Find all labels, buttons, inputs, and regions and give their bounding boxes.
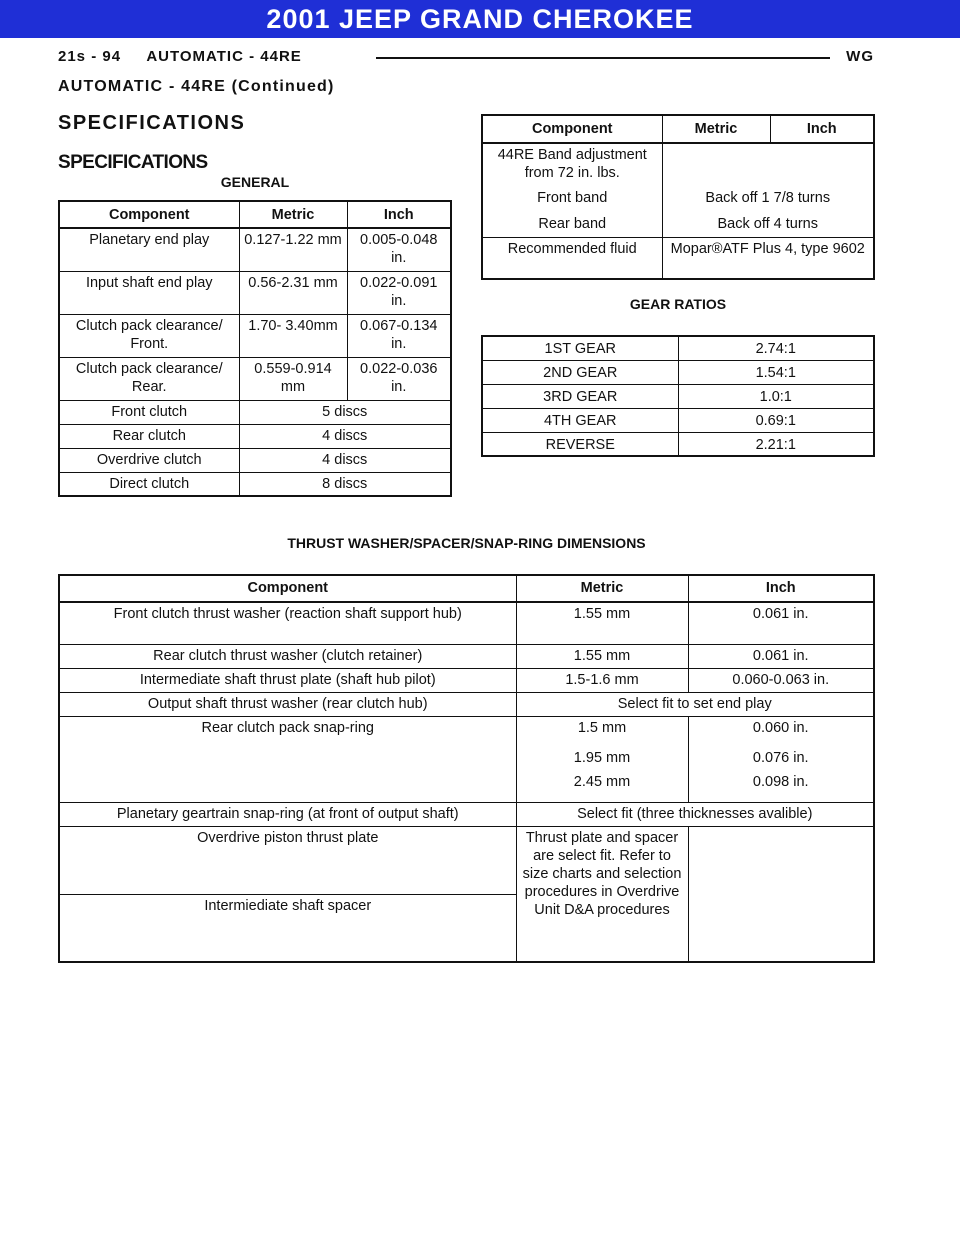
table-cell: Input shaft end play <box>59 271 239 314</box>
table-row <box>59 602 874 644</box>
table-cell: 0.060-0.063 in. <box>688 668 874 692</box>
thrust-caption: THRUST WASHER/SPACER/SNAP-RING DIMENSIONS <box>287 535 646 551</box>
table-cell: 44RE Band adjustment from 72 in. lbs. <box>482 143 662 187</box>
table-cell: Recommended fluid <box>482 237 662 279</box>
thrust-washer-table <box>58 574 875 963</box>
table-cell: 4 discs <box>239 424 451 448</box>
column-header: Component <box>59 575 516 602</box>
band-spec-table <box>481 114 875 280</box>
general-caption: GENERAL <box>220 174 290 190</box>
table-row <box>59 448 451 472</box>
section-heading: SPECIFICATIONS <box>58 112 246 134</box>
table-cell: Back off 4 turns <box>717 216 818 232</box>
table-cell: Intermiediate shaft spacer <box>59 894 516 962</box>
table-cell: 0.559-0.914 mm <box>239 357 347 400</box>
column-header: Metric <box>516 575 688 602</box>
metric-value: 1.95 mm <box>573 749 631 766</box>
metric-value: 1.5 mm <box>577 719 627 736</box>
table-row <box>482 213 874 237</box>
table-cell: 1.55 mm <box>516 602 688 644</box>
table-row <box>59 271 451 314</box>
table-cell: 0.005-0.048 in. <box>347 228 451 271</box>
header-rule <box>376 57 830 59</box>
table-cell: 4 discs <box>239 448 451 472</box>
column-header: Metric <box>662 115 770 143</box>
table-cell: Rear clutch pack snap-ring <box>59 716 516 802</box>
table-cell: 5 discs <box>239 400 451 424</box>
table-row <box>482 187 874 213</box>
column-header: Component <box>59 201 239 228</box>
table-row <box>482 384 874 408</box>
table-cell: 8 discs <box>239 472 451 496</box>
table-cell: Front clutch thrust washer (reaction shaft support hub) <box>59 602 516 644</box>
table-cell: 1.5-1.6 mm <box>516 668 688 692</box>
table-cell: Rear clutch <box>59 424 239 448</box>
table-cell: Planetary geartrain snap-ring (at front of output shaft) <box>59 802 516 826</box>
table-cell: Clutch pack clearance/ Front. <box>59 314 239 357</box>
table-cell: 1.70- 3.40mm <box>239 314 347 357</box>
column-header: Metric <box>239 201 347 228</box>
banner-title: 2001 JEEP GRAND CHEROKEE <box>0 0 960 38</box>
running-header-code: WG <box>846 48 874 65</box>
table-cell: Back off 1 7/8 turns <box>705 190 831 206</box>
table-cell <box>516 716 688 802</box>
table-row <box>482 432 874 456</box>
table-cell: Intermediate shaft thrust plate (shaft hub pilot) <box>59 668 516 692</box>
table-cell: 0.067-0.134 in. <box>347 314 451 357</box>
table-cell: 0.56-2.31 mm <box>239 271 347 314</box>
table-row <box>59 716 874 802</box>
table-cell: Front band <box>482 187 662 213</box>
table-cell: 1.55 mm <box>516 644 688 668</box>
table-row <box>482 408 874 432</box>
table-cell: Thrust plate and spacer are select fit. Refer to size charts and selection procedures in Overdrive Unit D&A procedures <box>516 826 688 962</box>
table-cell: 0.69:1 <box>678 408 874 432</box>
inch-value: 0.076 in. <box>752 749 809 766</box>
gear-ratios-caption: GEAR RATIOS <box>629 296 727 312</box>
table-cell: 0.127-1.22 mm <box>239 228 347 271</box>
table-row <box>59 314 451 357</box>
table-cell: Select fit to set end play <box>516 692 874 716</box>
column-header: Inch <box>688 575 874 602</box>
running-header <box>58 48 874 70</box>
table-cell: 3RD GEAR <box>482 384 678 408</box>
table-cell: 0.061 in. <box>688 602 874 644</box>
table-cell: 2.74:1 <box>755 341 796 357</box>
table-row <box>482 360 874 384</box>
table-row <box>59 692 874 716</box>
table-cell <box>688 826 874 962</box>
table-cell <box>662 143 874 187</box>
table-cell: 1ST GEAR <box>482 336 678 360</box>
table-cell: Rear clutch thrust washer (clutch retainer) <box>59 644 516 668</box>
table-cell: Rear band <box>482 213 662 237</box>
table-cell: 1.54:1 <box>678 360 874 384</box>
table-cell: Mopar®ATF Plus 4, type 9602 <box>662 237 874 279</box>
table-cell: Overdrive clutch <box>59 448 239 472</box>
table-cell: 1.0:1 <box>678 384 874 408</box>
table-row <box>482 143 874 187</box>
column-header: Component <box>482 115 662 143</box>
table-row <box>59 228 451 271</box>
metric-value: 2.45 mm <box>573 773 631 790</box>
running-header-section: 21s - 94 AUTOMATIC - 44RE <box>58 48 302 65</box>
table-row <box>482 237 874 279</box>
table-row <box>59 668 874 692</box>
table-row <box>482 336 874 360</box>
table-row <box>59 802 874 826</box>
table-cell: 4TH GEAR <box>482 408 678 432</box>
table-cell: REVERSE <box>482 432 678 456</box>
table-row <box>59 357 451 400</box>
table-row <box>59 826 874 894</box>
table-row <box>59 400 451 424</box>
table-cell: Overdrive piston thrust plate <box>59 826 516 894</box>
table-cell: Planetary end play <box>59 228 239 271</box>
general-spec-table <box>58 200 452 497</box>
inch-value: 0.098 in. <box>752 773 809 790</box>
table-cell: Output shaft thrust washer (rear clutch hub) <box>59 692 516 716</box>
table-cell: 0.022-0.091 in. <box>347 271 451 314</box>
table-row <box>59 644 874 668</box>
continued-heading: AUTOMATIC - 44RE (Continued) <box>58 78 335 95</box>
table-cell: 2ND GEAR <box>482 360 678 384</box>
table-cell: 0.022-0.036 in. <box>347 357 451 400</box>
table-cell: Clutch pack clearance/ Rear. <box>59 357 239 400</box>
table-cell: Front clutch <box>59 400 239 424</box>
inch-value: 0.060 in. <box>752 719 809 736</box>
table-row <box>59 424 451 448</box>
table-cell <box>688 716 874 802</box>
table-cell: Select fit (three thicknesses avalible) <box>516 802 874 826</box>
gear-ratios-table <box>481 335 875 457</box>
table-cell: 0.061 in. <box>688 644 874 668</box>
table-cell: 2.21:1 <box>678 432 874 456</box>
subsection-heading: SPECIFICATIONS <box>58 152 208 173</box>
table-cell: Direct clutch <box>59 472 239 496</box>
column-header: Inch <box>347 201 451 228</box>
column-header: Inch <box>770 115 874 143</box>
table-row <box>59 472 451 496</box>
